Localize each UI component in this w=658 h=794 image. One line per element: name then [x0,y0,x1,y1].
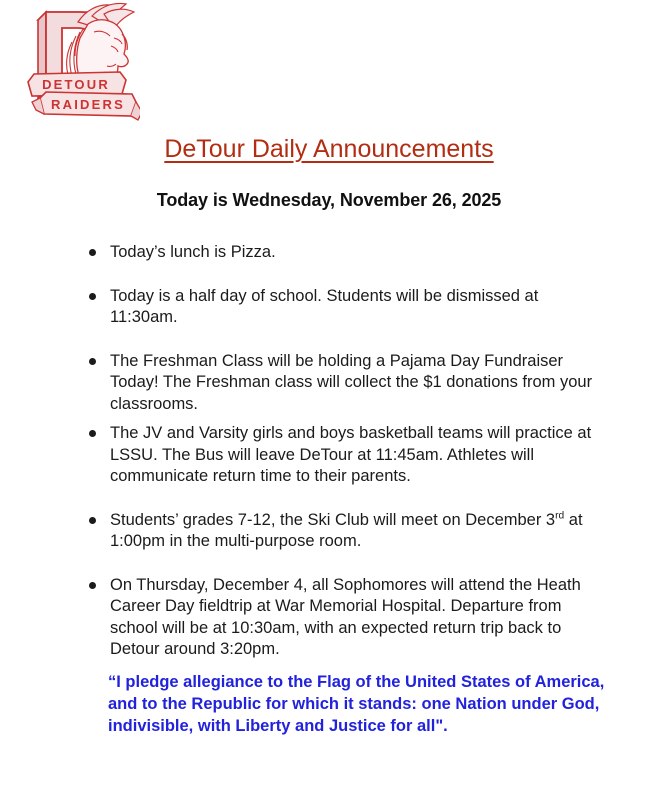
bullet-icon [89,430,96,437]
logo-banner-detour-text: DETOUR [42,77,110,92]
pledge-of-allegiance: “I pledge allegiance to the Flag of the United States of America, and to the Republic for which it stands: one Nation under God, indivisible, with Liberty and Justice for all". [108,673,605,735]
announcement-text-after: at 1:00pm in the multi-purpose room. [110,510,583,550]
announcement-text-before: Students’ grades 7-12, the Ski Club will meet on December 3 [110,510,556,529]
announcements-list [86,242,596,683]
page-title [0,136,658,164]
list-item [86,510,596,553]
announcement-text: On Thursday, December 4, all Sophomores will attend the Heath Career Day fieldtrip at War Memorial Hospital. Departure from school will be at 10:30am, with an expected return trip back to Detour around 3:20pm. [110,575,581,658]
announcement-text [110,511,583,551]
dateline: Today is Wednesday, November 26, 2025 [156,190,502,210]
announcement-text: Today is a half day of school. Students will be dismissed at 11:30am. [110,286,539,326]
list-item [86,575,596,661]
list-item [86,242,596,264]
list-item [86,286,596,329]
announcement-text: Today’s lunch is Pizza. [110,243,276,261]
bullet-icon [89,582,96,589]
page-title-text: DeTour Daily Announcements [164,135,494,163]
detour-raiders-logo [18,2,140,126]
logo-banner-raiders-text: RAIDERS [51,97,125,112]
list-item [86,351,596,416]
bullet-icon [89,517,96,524]
bullet-icon [89,293,96,300]
bullet-icon [89,249,96,256]
logo-artwork [18,2,140,126]
ordinal-suffix: rd [555,510,565,521]
announcement-text: The Freshman Class will be holding a Pajama Day Fundraiser Today! The Freshman class will collect the $1 donations from your classrooms. [110,351,593,413]
list-item [86,423,596,488]
bullet-icon [89,358,96,365]
announcement-text: The JV and Varsity girls and boys basketball teams will practice at LSSU. The Bus will leave DeTour at 11:45am. Athletes will communicate return time to their parents. [110,424,592,485]
logo-banner-raiders [32,92,140,120]
